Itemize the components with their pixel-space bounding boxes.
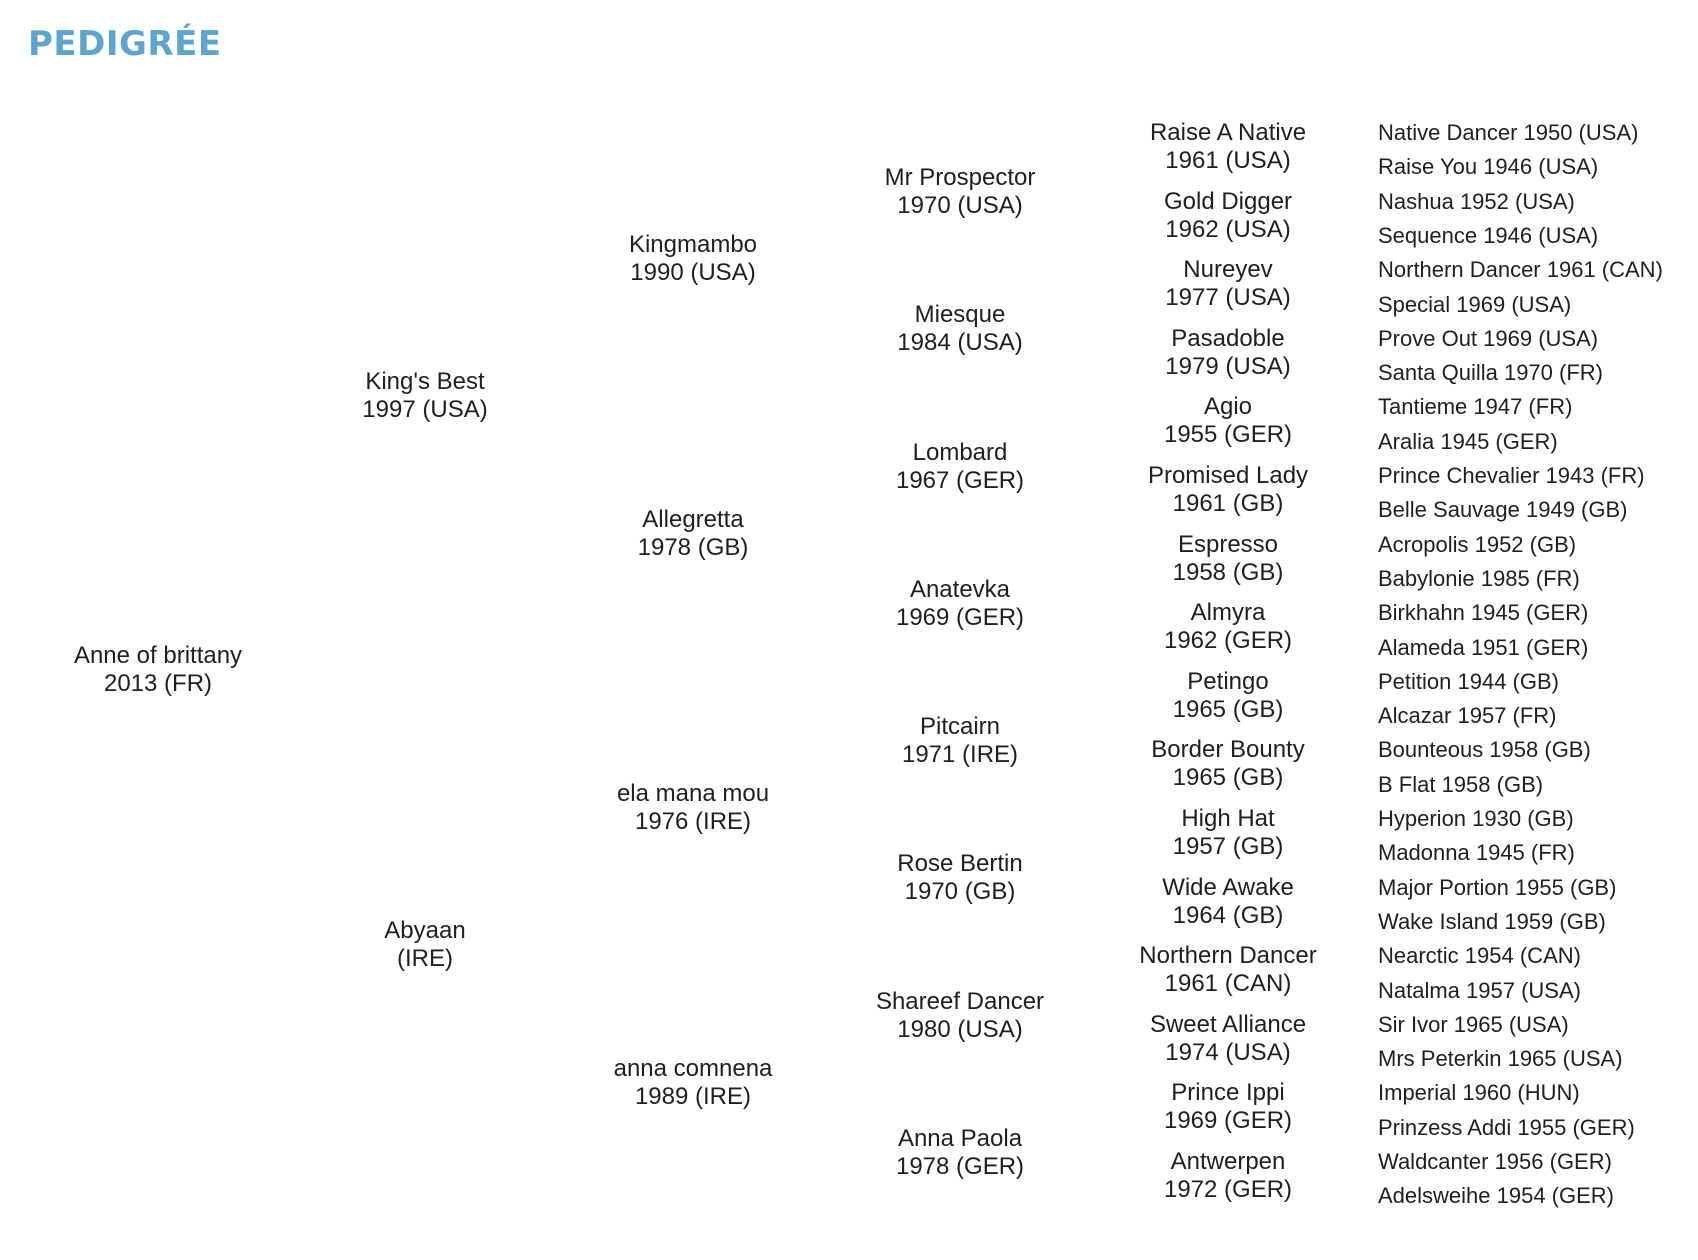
ancestor-gen2-2 [617, 780, 769, 836]
ancestor-gen5-entry: Native Dancer 1950 (USA) [1378, 120, 1639, 145]
ancestor-gen4-1 [1164, 188, 1292, 244]
ancestor-info: 1962 (USA) [1165, 215, 1291, 243]
ancestor-gen5-entry: Sequence 1946 (USA) [1378, 222, 1599, 248]
ancestor-info: 1970 (USA) [897, 192, 1023, 219]
ancestor-name: Sweet Alliance [1149, 1010, 1307, 1038]
ancestor-name: Almyra [1190, 599, 1266, 627]
ancestor-name: Anatevka [909, 575, 1011, 603]
ancestor-gen5-entry: Alameda 1951 (GER) [1378, 634, 1589, 660]
ancestor-gen4-15 [1164, 1148, 1292, 1204]
ancestor-name: Promised Lady [1147, 462, 1309, 489]
page-title: PEDIGRÉE [28, 24, 222, 64]
ancestor-gen5-entry: Petition 1944 (GB) [1378, 668, 1559, 694]
ancestor-gen5-entry: Wake Island 1959 (GB) [1378, 908, 1606, 934]
ancestor-name: King's Best [365, 368, 485, 395]
ancestor-info: 1972 (GER) [1163, 1176, 1293, 1203]
ancestor-name: Antwerpen [1170, 1148, 1286, 1175]
ancestor-gen4-6 [1173, 531, 1284, 587]
ancestor-name: Lombard [912, 438, 1008, 466]
ancestor-gen1-0 [362, 368, 487, 424]
ancestor-info: 1974 (USA) [1165, 1038, 1291, 1066]
ancestor-gen3-0 [885, 164, 1036, 220]
ancestor-gen2-3 [614, 1055, 773, 1111]
ancestor-info: (IRE) [397, 945, 453, 972]
ancestor-gen3-3 [896, 576, 1024, 632]
ancestor-name: anna comnena [613, 1054, 773, 1082]
ancestor-gen5-entry: Nashua 1952 (USA) [1378, 188, 1575, 214]
ancestor-gen5-entry: Nearctic 1954 (CAN) [1378, 943, 1581, 969]
ancestor-info: 1976 (IRE) [634, 808, 752, 835]
ancestor-gen4-0 [1150, 119, 1306, 175]
ancestor-gen5-entry: Madonna 1945 (FR) [1378, 840, 1575, 866]
ancestor-gen4-4 [1164, 393, 1292, 449]
ancestor-gen5-entry: Northern Dancer 1961 (CAN) [1378, 257, 1663, 283]
ancestor-gen4-8 [1173, 668, 1284, 724]
ancestor-info: 1971 (IRE) [901, 741, 1019, 768]
ancestor-name: Shareef Dancer [875, 987, 1045, 1015]
ancestor-info: 1961 (GB) [1172, 490, 1284, 517]
ancestor-name: Allegretta [642, 505, 744, 533]
ancestor-name: Kingmambo [628, 231, 758, 258]
ancestor-gen2-1 [638, 506, 749, 562]
ancestor-gen5-entry: Acropolis 1952 (GB) [1378, 531, 1577, 557]
ancestor-gen5-entry: Tantieme 1947 (FR) [1378, 394, 1573, 420]
ancestor-info: 1967 (GER) [895, 466, 1025, 494]
ancestor-info: 1989 (IRE) [634, 1082, 752, 1110]
ancestor-name: Pasadoble [1171, 324, 1285, 352]
ancestor-info: 1980 (USA) [897, 1015, 1023, 1043]
ancestor-info: 1961 (USA) [1165, 147, 1291, 174]
ancestor-name: Rose Bertin [897, 850, 1023, 878]
ancestor-gen5-entry: Santa Quilla 1970 (FR) [1378, 360, 1603, 386]
ancestor-gen5-entry: Alcazar 1957 (FR) [1378, 703, 1557, 729]
ancestor-gen5-entry: Adelsweihe 1954 (GER) [1378, 1183, 1615, 1209]
horse-main [74, 642, 242, 698]
ancestor-gen1-1 [384, 917, 465, 973]
ancestor-info: 1990 (USA) [630, 259, 756, 286]
ancestor-gen3-2 [896, 439, 1024, 495]
ancestor-gen5-entry: Sir Ivor 1965 (USA) [1378, 1011, 1569, 1037]
ancestor-name: Prince Ippi [1171, 1079, 1285, 1107]
ancestor-gen5-entry: Waldcanter 1956 (GER) [1378, 1149, 1612, 1174]
ancestor-gen4-10 [1173, 805, 1284, 861]
ancestor-gen3-4 [902, 713, 1018, 769]
ancestor-name: Miesque [914, 301, 1006, 329]
ancestor-name: Pitcairn [919, 713, 1001, 740]
ancestor-gen5-entry: Mrs Peterkin 1965 (USA) [1378, 1046, 1623, 1072]
ancestor-gen3-7 [896, 1125, 1024, 1181]
ancestor-gen4-2 [1165, 256, 1290, 312]
ancestor-gen4-5 [1148, 462, 1308, 518]
ancestor-name: Border Bounty [1151, 736, 1305, 764]
ancestor-gen4-12 [1139, 942, 1316, 998]
ancestor-name: Mr Prospector [884, 164, 1036, 191]
ancestor-info: 1961 (CAN) [1164, 970, 1292, 998]
ancestor-info: 1979 (USA) [1165, 352, 1291, 380]
ancestor-name: Nureyev [1183, 256, 1273, 284]
ancestor-info: 1969 (GER) [895, 603, 1025, 631]
ancestor-name: Gold Digger [1163, 187, 1293, 215]
ancestor-gen5-entry: Birkhahn 1945 (GER) [1378, 600, 1589, 626]
ancestor-name: Northern Dancer [1139, 942, 1317, 970]
ancestor-info: 1957 (GB) [1172, 833, 1284, 860]
ancestor-gen4-7 [1164, 599, 1292, 655]
ancestor-gen3-6 [876, 988, 1044, 1044]
ancestor-gen3-1 [897, 301, 1022, 357]
ancestor-gen5-entry: Special 1969 (USA) [1378, 291, 1572, 317]
ancestor-info: 1965 (GB) [1172, 695, 1284, 723]
ancestor-gen5-entry: B Flat 1958 (GB) [1378, 771, 1544, 797]
ancestor-info: 1984 (USA) [897, 329, 1023, 357]
ancestor-name: ela mana mou [616, 780, 770, 807]
ancestor-info: 1978 (GER) [895, 1152, 1025, 1180]
ancestor-info: 1997 (USA) [362, 396, 488, 423]
ancestor-name: Agio [1203, 393, 1253, 421]
ancestor-gen5-entry: Babylonie 1985 (FR) [1378, 565, 1580, 591]
ancestor-gen4-3 [1165, 325, 1290, 381]
ancestor-info: 1969 (GER) [1163, 1107, 1293, 1135]
ancestor-info: 1978 (GB) [637, 533, 749, 561]
ancestor-gen2-0 [629, 231, 757, 287]
ancestor-name: Anna Paola [897, 1124, 1023, 1152]
ancestor-info: 1958 (GB) [1172, 558, 1284, 586]
ancestor-name: Wide Awake [1162, 873, 1294, 901]
ancestor-info: 1965 (GB) [1172, 764, 1284, 792]
ancestor-gen5-entry: Prinzess Addi 1955 (GER) [1378, 1114, 1635, 1140]
ancestor-gen5-entry: Belle Sauvage 1949 (GB) [1378, 497, 1628, 523]
horse-info: 2013 (FR) [103, 670, 213, 697]
ancestor-gen5-entry: Raise You 1946 (USA) [1378, 154, 1599, 180]
ancestor-gen5-entry: Prove Out 1969 (USA) [1378, 325, 1599, 351]
ancestor-name: High Hat [1181, 805, 1275, 832]
ancestor-gen3-5 [897, 850, 1022, 906]
ancestor-gen5-entry: Hyperion 1930 (GB) [1378, 806, 1574, 831]
ancestor-info: 1964 (GB) [1172, 901, 1284, 929]
ancestor-gen5-entry: Bounteous 1958 (GB) [1378, 737, 1591, 763]
ancestor-info: 1955 (GER) [1163, 421, 1293, 449]
ancestor-gen5-entry: Natalma 1957 (USA) [1378, 977, 1581, 1003]
ancestor-gen4-9 [1151, 736, 1304, 792]
ancestor-gen5-entry: Major Portion 1955 (GB) [1378, 874, 1617, 900]
ancestor-info: 1962 (GER) [1163, 627, 1293, 655]
ancestor-gen5-entry: Aralia 1945 (GER) [1378, 428, 1558, 454]
ancestor-name: Espresso [1177, 530, 1279, 558]
ancestor-gen4-14 [1164, 1079, 1292, 1135]
ancestor-gen5-entry: Prince Chevalier 1943 (FR) [1378, 463, 1645, 488]
ancestor-gen5-entry: Imperial 1960 (HUN) [1378, 1080, 1580, 1106]
ancestor-gen4-11 [1162, 874, 1294, 930]
ancestor-name: Raise A Native [1149, 119, 1307, 146]
ancestor-name: Abyaan [384, 917, 466, 944]
ancestor-name: Petingo [1187, 667, 1269, 695]
ancestor-info: 1970 (GB) [904, 878, 1016, 906]
horse-name: Anne of brittany [73, 642, 243, 669]
ancestor-gen4-13 [1150, 1011, 1306, 1067]
ancestor-info: 1977 (USA) [1165, 284, 1291, 312]
